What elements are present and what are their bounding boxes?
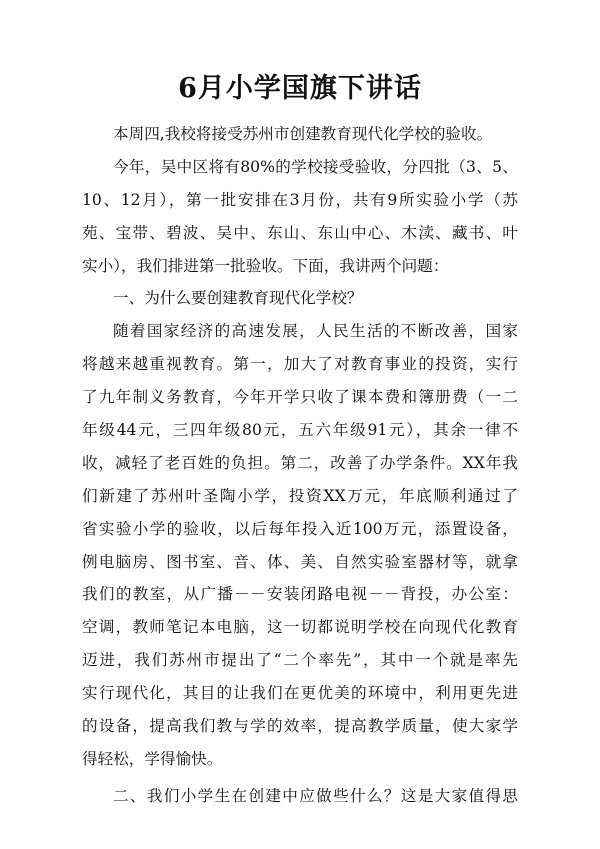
paragraph-line: 苑、宝带、碧波、吴中、东山、东山中心、木渎、藏书、叶 [82,223,518,242]
paragraph-line: 我们的教室，从广播－－安装闭路电视－－背投，办公室： [82,585,518,604]
paragraph-line: 了九年制义务教育，今年开学只收了课本费和簿册费（一二 [82,388,518,407]
document-title: 6月小学国旗下讲话 [178,73,422,104]
document-body [82,118,518,813]
paragraph-line: 迈进，我们苏州市提出了“二个率先”，其中一个就是率先 [82,651,518,670]
paragraph-line: 年级44元，三四年级80元，五六年级91元），其余一律不 [82,421,518,440]
section-heading: 二、我们小学生在创建中应做些什么？这是大家值得思 [113,786,518,805]
paragraph-line: 省实验小学的验收，以后每年投入近100万元，添置设备， [82,519,518,538]
paragraph-line: 收，减轻了老百姓的负担。第二，改善了办学条件。XX年我 [82,453,518,472]
paragraph-line: 实行现代化，其目的让我们在更优美的环境中，利用更先进 [82,684,518,703]
paragraph-line: 们新建了苏州叶圣陶小学，投资XX万元，年底顺利通过了 [82,486,518,505]
paragraph-line: 得轻松，学得愉快。 [82,749,223,768]
paragraph-line: 10、12月），第一批安排在3月份，共有9所实验小学（苏 [82,190,518,209]
paragraph-line: 实小），我们排进第一批验收。下面，我讲两个问题： [82,256,449,275]
paragraph-line: 今年，吴中区将有80%的学校接受验收，分四批（3、5、 [113,157,518,176]
paragraph-line: 的设备，提高我们教与学的效率，提高教学质量，使大家学 [82,717,518,736]
paragraph-line: 随着国家经济的高速发展，人民生活的不断改善，国家 [113,322,518,341]
paragraph-line: 将越来越重视教育。第一，加大了对教育事业的投资，实行 [82,355,518,374]
paragraph-line: 本周四,我校将接受苏州市创建教育现代化学校的验收。 [113,125,493,143]
section-heading: 一、为什么要创建教育现代化学校？ [113,289,363,308]
paragraph-line: 空调，教师笔记本电脑，这一切都说明学校在向现代化教育 [82,618,518,637]
paragraph-line: 例电脑房、图书室、音、体、美、自然实验室器材等，就拿 [82,552,518,571]
